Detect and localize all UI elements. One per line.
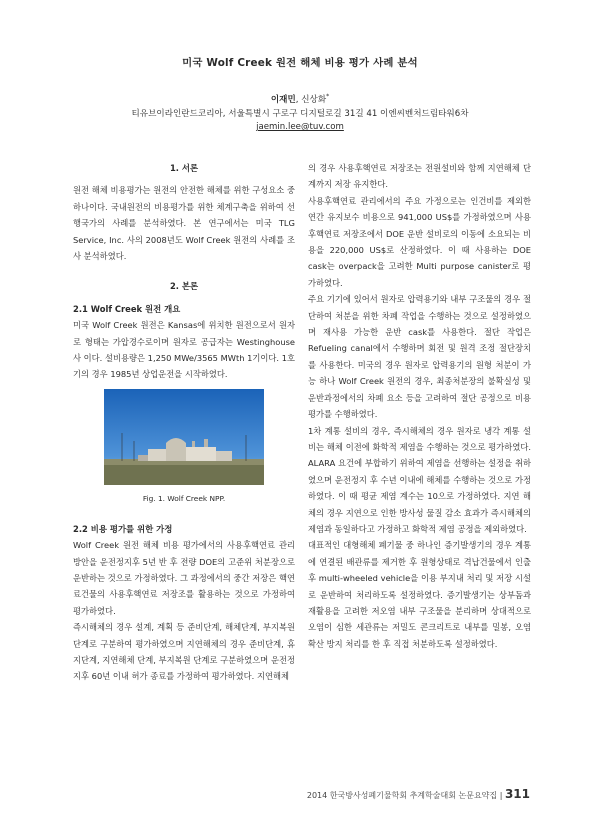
right-paragraph-4: 1차 계통 설비의 경우, 즉시해체의 경우 원자로 냉각 계통 설비는 해체 이전에 화학적 제염을 수행하는 것으로 평가하였다. ALARA 요건에 부합하기 위하여 제염을 선행하는 설정을 취하였으며 운전정지 후 수년 이내에 해체를 수행하는 것으로 가정하였다. 이 때 평균 제염 계수는 10으로 가정하였다. 지연 해체의 경우 지연으로 인한 방사성 물질 감소 효과가 즉시해체의 제염과 동일하다고 가정하고 화학적 제염 공정을 제외하였다. bbox=[308, 425, 531, 534]
npp-photo bbox=[104, 389, 264, 485]
author-main: 이재민 bbox=[270, 95, 296, 105]
paper-title: 미국 Wolf Creek 원전 해체 비용 평가 사례 분석 bbox=[182, 57, 418, 69]
subsection-heading-assumptions: 2.2 비용 평가를 위한 가정 bbox=[73, 523, 173, 534]
right-paragraph-1: 의 경우 사용후핵연료 저장조는 전원설비와 함께 지연해체 단계까지 저장 유지한다. bbox=[308, 163, 531, 190]
right-column bbox=[308, 160, 531, 652]
figure-caption: Fig. 1. Wolf Creek NPP. bbox=[142, 493, 226, 503]
subsection-heading-overview: 2.1 Wolf Creek 원전 개요 bbox=[73, 303, 181, 314]
footer-separator: | bbox=[499, 791, 503, 800]
section-heading-intro: 1. 서론 bbox=[169, 163, 199, 173]
overview-paragraph: 미국 Wolf Creek 원전은 Kansas에 위치한 원전으로서 원자로 형태는 가압경수로이며 원자로 공급자는 Westinghouse사 이다. 설비용량은 1,250 MWe/3565 MWth 1기이다. 1호기의 경우 1985년 상업운전을 시작하였다. bbox=[73, 320, 295, 380]
intro-paragraph: 원전 해체 비용평가는 원전의 안전한 해체를 위한 구성요소 중 하나이다. 국내원전의 비용평가를 위한 체계구축을 위하여 선행국가의 사례를 분석하였다. 본 연구에서는 미국 TLG Service, Inc. 사의 2008년도 Wolf Creek 원전의 사례를 조사 분석하였다. bbox=[73, 185, 295, 262]
assumptions-paragraph-2: 즉시해체의 경우 설계, 계획 등 준비단계, 해체단계, 부지복원 단계로 구분하여 평가하였으며 지연해체의 경우 준비단계, 휴지단계, 지연해체 단계, 부지복원 단계로 구분하였으며 운전정지후 60년 이내 허가 종료를 가정하여 평가하였다. 지연해체 bbox=[73, 622, 295, 682]
page-footer bbox=[300, 787, 530, 801]
email-link[interactable]: jaemin.lee@tuv.com bbox=[256, 122, 344, 132]
author-line bbox=[0, 93, 600, 105]
page-number: 311 bbox=[504, 787, 530, 801]
assumptions-paragraph-1: Wolf Creek 원전 해체 비용 평가에서의 사용후핵연료 관리 방안을 운전정지후 5년 반 후 전량 DOE의 고준위 처분장으로 운반하는 것으로 가정하였다. 그 과정에서의 중간 저장은 핵연료건물의 사용후핵연료 저장조를 활용하는 것으로 가정하여 평가하였다. bbox=[73, 540, 295, 616]
affiliation: 티유브이라인란드코리아, 서울특별시 구로구 디지털로길 31길 41 이엔씨벤처드림타워6차 bbox=[131, 109, 469, 119]
npp-photo-illustration bbox=[104, 389, 264, 485]
author-rest: , 신상화 bbox=[295, 95, 327, 105]
right-paragraph-3: 주요 기기에 있어서 원자로 압력용기와 내부 구조물의 경우 절단하여 처분을 위한 차폐 작업을 수행하는 것으로 설정하였으며 재사용 가능한 운반 cask를 사용한다. 절단 작업은 Refueling canal에서 수행하며 회전 및 원격 조정 절단장치를 사용한다. 미국의 경우 원자로 압력용기의 원형 처분이 가능 하나 Wolf Creek 원전의 경우, 최종처분장의 불확실성 및 운반과정에서의 차폐 요소 등을 고려하여 절단 공정으로 비용평가를 수행하였다. bbox=[308, 294, 531, 420]
footer-text: 2014 한국방사성폐기물학회 추계학술대회 논문요약집 bbox=[306, 791, 498, 800]
left-column bbox=[73, 160, 295, 685]
right-paragraph-2: 사용후핵연료 관리에서의 주요 가정으로는 인건비를 제외한 연간 유지보수 비용으로 941,000 US$를 가정하였으며 사용후핵연료 저장조에서 DOE 운반 설비로의 이동에 소요되는 비용을 220,000 US$로 산정하였다. 이 때 사용하는 DOE cask는 overpack을 고려한 Multi purpose canister로 평가하였다. bbox=[308, 195, 531, 288]
section-heading-body: 2. 본론 bbox=[169, 281, 199, 292]
author-mark: * bbox=[326, 93, 330, 101]
right-paragraph-5: 대표적인 대형해체 폐기물 중 하나인 증기발생기의 경우 계통에 연결된 배관류를 제거한 후 원형상태로 격납건물에서 인출 후 multi-wheeled vehicle을 이용 부지내 처리 및 저장 시설로 운반하여 처리하도록 설정하였다. 증기발생기는 상부돔과 재활용을 고려한 저오염 내부 구조물을 분리하며 상대적으로 오염이 심한 세관류는 저밀도 콘크리트로 내부를 밀봉, 오염 확산 방지 처리를 한 후 직접 처분하도록 설정하였다. bbox=[308, 540, 531, 649]
